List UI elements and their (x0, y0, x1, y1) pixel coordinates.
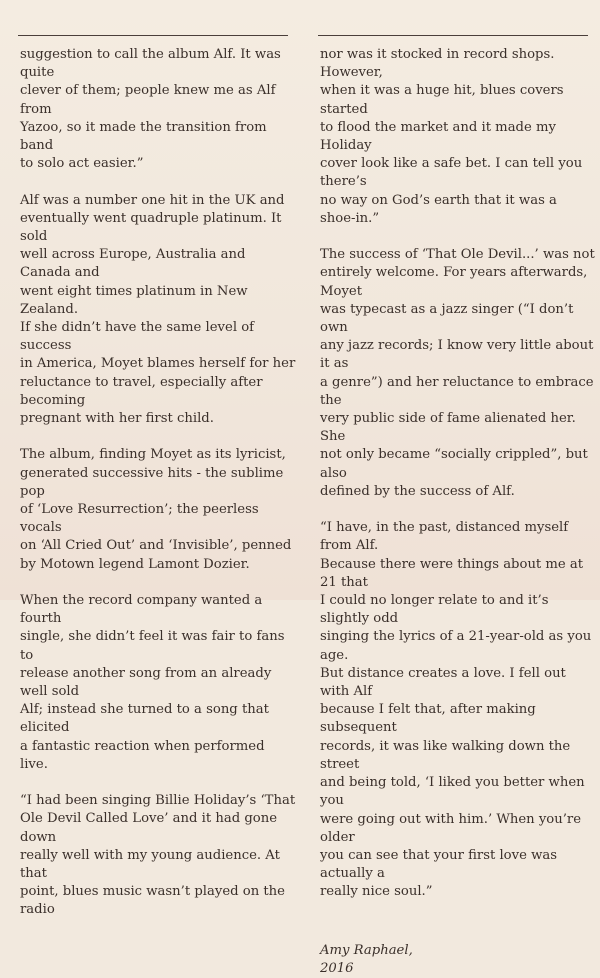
paragraph: Alf was a number one hit in the UK and eventually went quadruple platinum. It sold well across Europe, Australia and Canada and went eight times platinum in New Zealand. If she didn’t have the same level of success in America, Moyet blames herself for her reluctance to travel, especially after becoming pregnant with her first child. (20, 192, 296, 427)
paragraph: suggestion to call the album Alf. It was quite clever of them; people knew me as Alf from Yazoo, so it made the transition from band to solo act easier.” (20, 47, 281, 172)
paragraph: When the record company wanted a fourth single, she didn’t feel it was fair to fans to release another song from an already well sold Alf; instead she turned to a song that elicited a fantastic reaction when performed live. (20, 593, 285, 772)
author-signature: Amy Raphael, 2016 (320, 942, 413, 976)
right-column-rule (318, 35, 588, 36)
left-column-rule (18, 35, 288, 36)
paragraph: “I had been singing Billie Holiday’s ‘That Ole Devil Called Love’ and it had gone down really well with my young audience. At that point, blues music wasn’t played on the radio (20, 793, 296, 918)
paragraph: “I have, in the past, distanced myself from Alf. Because there were things about me at 21 that I could no longer relate to and it’s slightly odd singing the lyrics of a 21-year-old as you age. But distance creates a love. I fell out with Alf because I felt that, after making subsequent records, it was like walking down the street and being told, ‘I liked you better when you were going out with him.’ When you’re older you can see that your first love was actually a really nice soul.” (320, 520, 592, 900)
right-column (320, 46, 596, 978)
paragraph: The album, finding Moyet as its lyricist, generated successive hits - the sublime pop of ‘Love Resurrection’; the peerless vocals on ‘All Cried Out’ and ‘Invisible’, penned by Motown legend Lamont Dozier. (20, 447, 292, 572)
paragraph: nor was it stocked in record shops. However, when it was a huge hit, blues covers started to flood the market and it made my Holiday cover look like a safe bet. I can tell you there’s no way on God’s earth that it was a shoe-in.” (320, 47, 583, 226)
paragraph: The success of ‘That Ole Devil...’ was not entirely welcome. For years afterwards, Moyet was typecast as a jazz singer (“I don’t own any jazz records; I know very little about it as a genre”) and her reluctance to embrace the very public side of fame alienated her. She not only became “socially crippled”, but also defined by the success of Alf. (320, 247, 595, 499)
left-column (20, 46, 296, 938)
